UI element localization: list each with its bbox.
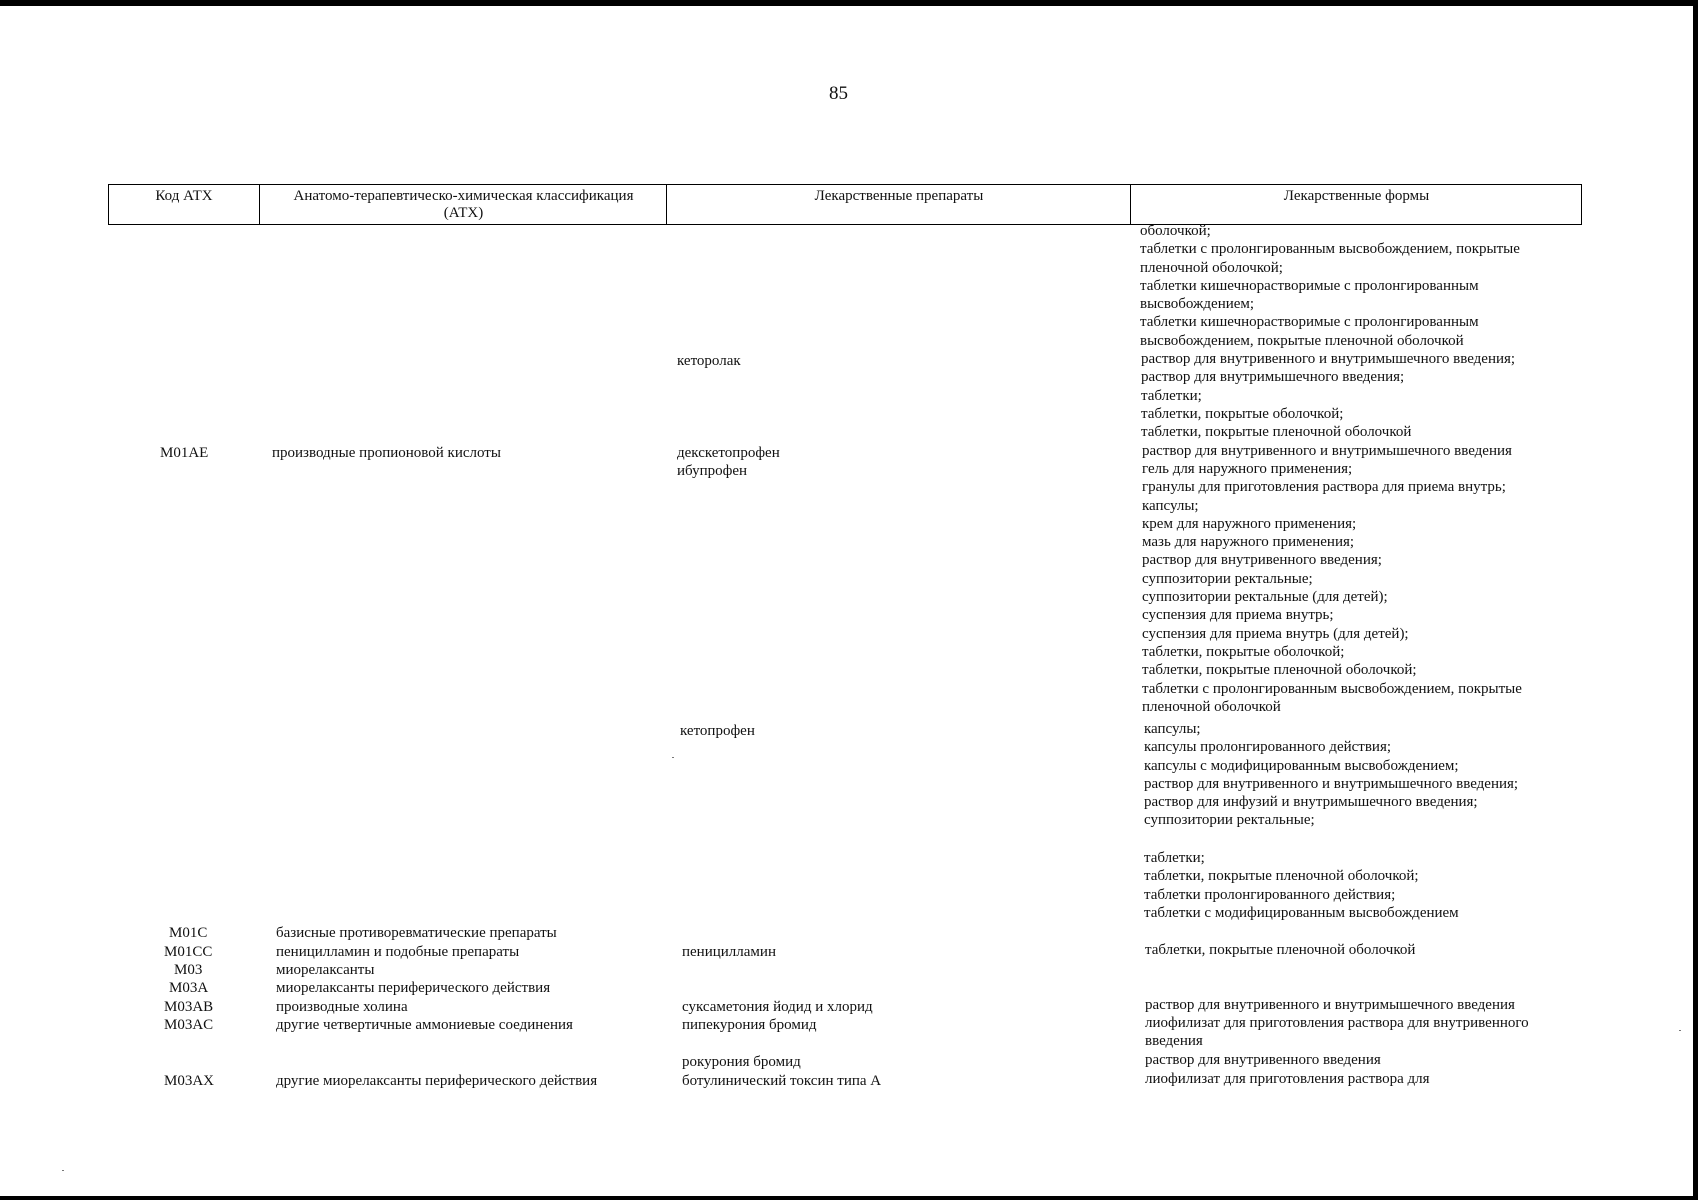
forms-list-ketorolac (1141, 350, 1515, 441)
scan-speck (62, 1170, 64, 1171)
scan-speck (1679, 1030, 1681, 1031)
forms-list-dexketoprofen (1142, 442, 1512, 460)
atc-class-name: другие миорелаксанты периферического действия (276, 1073, 598, 1089)
atc-code: M03AC (164, 1017, 214, 1033)
drug-name: ибупрофен (677, 463, 748, 479)
form-line: раствор для внутривенного и внутримышечного введения (1142, 443, 1512, 459)
form-line: лиофилизат для приготовления раствора для (1145, 1071, 1430, 1087)
form-line: раствор для внутривенного введения (1145, 1052, 1381, 1068)
form-line: таблетки с пролонгированным высвобождением, покрытые (1140, 241, 1520, 258)
form-line: суспензия для приема внутрь; (1142, 607, 1334, 624)
atc-code: M01CC (164, 944, 213, 960)
form-line: пленочной оболочкой; (1140, 259, 1283, 276)
form-line: таблетки, покрытые пленочной оболочкой (1145, 942, 1416, 958)
form-line: раствор для внутривенного и внутримышечного введения; (1141, 351, 1516, 367)
form-line: таблетки с модифицированным высвобождением (1144, 904, 1459, 921)
atc-code: M01C (169, 925, 208, 941)
form-line: суппозитории ректальные; (1142, 570, 1313, 587)
form-line: таблетки, покрытые оболочкой; (1142, 643, 1345, 660)
atc-class-name: другие четвертичные аммониевые соединения (276, 1017, 573, 1033)
scan-border-bottom (0, 1196, 1698, 1200)
form-line: раствор для внутривенного и внутримышечного введения; (1144, 775, 1519, 792)
drug-name: пипекурония бромид (682, 1017, 817, 1033)
header-forms: Лекарственные формы (1283, 188, 1430, 204)
form-line: оболочкой; (1140, 223, 1211, 239)
forms-list-botulinum (1145, 1070, 1430, 1088)
atc-class-name: производные холина (276, 999, 408, 1015)
header-code: Код АТХ (155, 188, 213, 204)
forms-list-penicillamine (1145, 941, 1415, 959)
form-line: высвобождением, покрытые пленочной оболочкой (1140, 332, 1464, 349)
atc-class-name: миорелаксанты периферического действия (276, 980, 551, 996)
form-line: таблетки; (1144, 850, 1205, 866)
form-line: таблетки кишечнорастворимые с пролонгированным (1140, 277, 1479, 294)
form-line: таблетки кишечнорастворимые с пролонгированным (1140, 314, 1479, 331)
form-line: лиофилизат для приготовления раствора для внутривенного (1145, 1015, 1529, 1031)
form-line: суппозитории ректальные; (1144, 812, 1315, 829)
form-line: суспензия для приема внутрь (для детей); (1142, 625, 1409, 642)
form-line: раствор для внутривенного и внутримышечного введения (1145, 997, 1515, 1013)
form-line: раствор для внутривенного введения; (1142, 552, 1382, 569)
forms-list-suxamethonium (1145, 996, 1515, 1014)
form-line: таблетки, покрытые пленочной оболочкой (1141, 424, 1412, 441)
form-line: таблетки с пролонгированным высвобождением, покрытые (1142, 680, 1522, 697)
form-line: таблетки пролонгированного действия; (1144, 886, 1396, 903)
atc-class-name: пеницилламин и подобные препараты (276, 944, 520, 960)
drug-name: ботулинический токсин типа А (682, 1073, 882, 1089)
form-line: капсулы пролонгированного действия; (1144, 739, 1392, 756)
form-line: капсулы с модифицированным высвобождением; (1144, 757, 1459, 774)
atc-code: M01AE (160, 445, 209, 461)
forms-list-ketoprofen-tablets (1144, 849, 1459, 922)
form-line: гель для наружного применения; (1142, 461, 1353, 477)
form-line: введения (1145, 1033, 1203, 1050)
page-number: 85 (829, 83, 848, 104)
atc-code: M03 (174, 962, 203, 978)
header-drugs: Лекарственные препараты (814, 188, 984, 204)
atc-code: M03A (169, 980, 209, 996)
forms-list-ibuprofen (1142, 460, 1522, 716)
drug-name: кетопрофен (680, 723, 755, 739)
drug-name: рокурония бромид (682, 1054, 801, 1070)
form-line: высвобождением; (1140, 296, 1255, 313)
drug-name: кеторолак (677, 353, 741, 369)
header-classification: Анатомо-терапевтическо-химическая классификация (АТХ) (293, 188, 634, 221)
drug-name: декскетопрофен (677, 445, 780, 461)
drug-name: пеницилламин (682, 944, 776, 960)
atc-class-name: миорелаксанты (276, 962, 375, 978)
form-line: капсулы; (1142, 497, 1199, 514)
form-line: мазь для наружного применения; (1142, 534, 1355, 551)
atc-code: M03AB (164, 999, 214, 1015)
form-line: таблетки, покрытые пленочной оболочкой; (1144, 868, 1419, 885)
forms-list-rocuronium (1145, 1051, 1381, 1069)
scan-border-top (0, 0, 1698, 6)
table-header (108, 184, 1582, 225)
forms-list-ketoprofen (1144, 720, 1518, 830)
form-line: крем для наружного применения; (1142, 515, 1357, 532)
atc-class-name: производные пропионовой кислоты (272, 445, 501, 461)
atc-class-name: базисные противоревматические препараты (276, 925, 557, 941)
form-line: суппозитории ректальные (для детей); (1142, 589, 1388, 606)
form-line: гранулы для приготовления раствора для приема внутрь; (1142, 479, 1506, 496)
scan-speck (672, 757, 674, 758)
form-line: таблетки; (1141, 387, 1202, 404)
forms-list-pipecuronium (1145, 1014, 1529, 1051)
form-line: раствор для инфузий и внутримышечного введения; (1144, 794, 1478, 811)
atc-code: M03AX (164, 1073, 215, 1089)
form-line: таблетки, покрытые пленочной оболочкой; (1142, 662, 1417, 679)
forms-list-continued (1140, 222, 1520, 350)
scan-border-right (1693, 0, 1698, 1200)
form-line: пленочной оболочкой (1142, 698, 1281, 715)
form-line: раствор для внутримышечного введения; (1141, 369, 1405, 386)
form-line: таблетки, покрытые оболочкой; (1141, 405, 1344, 422)
form-line: капсулы; (1144, 721, 1201, 737)
drug-name: суксаметония йодид и хлорид (682, 999, 873, 1015)
